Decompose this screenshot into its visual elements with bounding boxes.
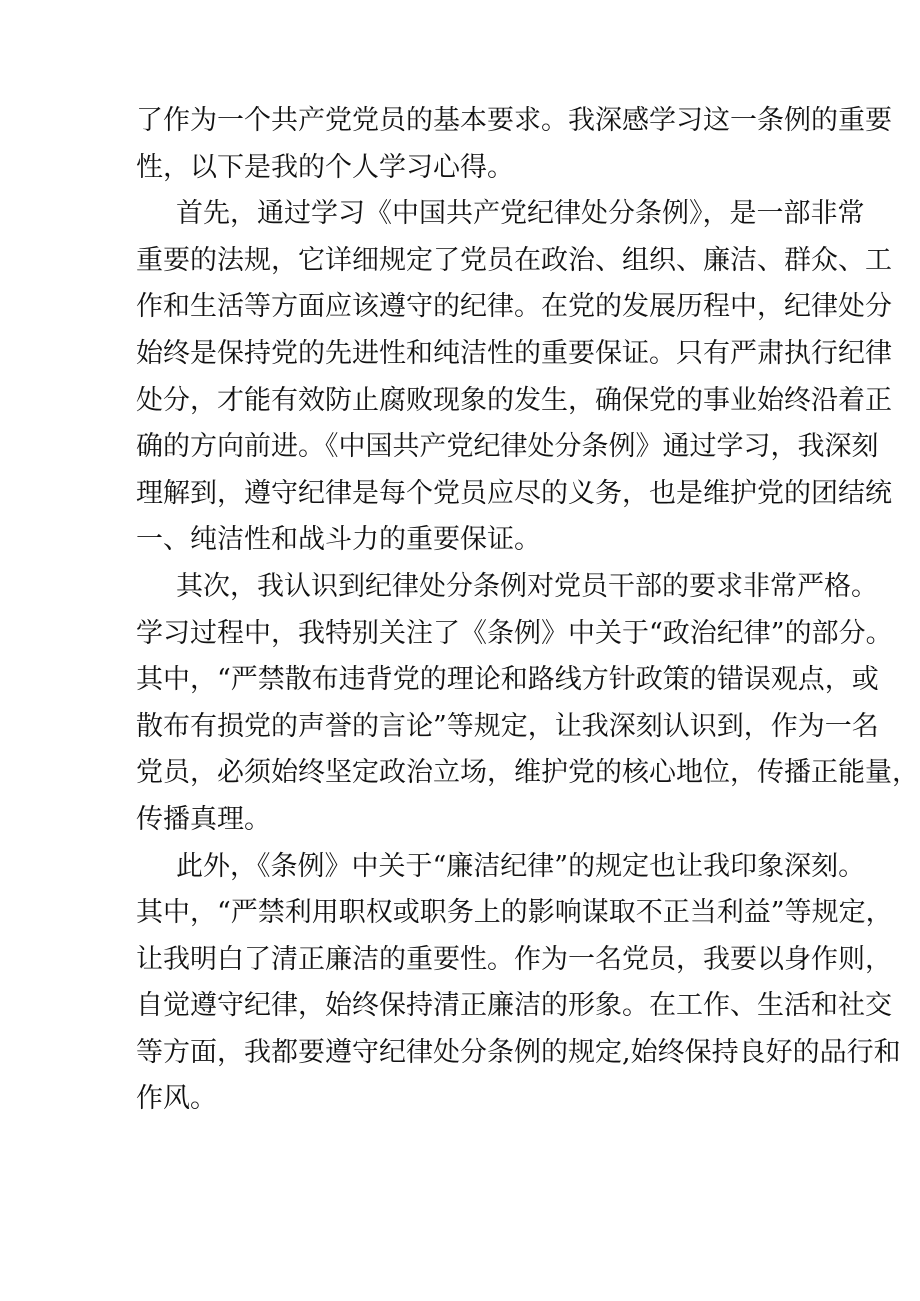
paragraph-4-line-4: 自觉遵守纪律，始终保持清正廉洁的形象。在工作、生活和社交 [136, 990, 892, 1022]
paragraph-2-line-5: 处分，才能有效防止腐败现象的发生，确保党的事业始终沿着正 [136, 384, 892, 416]
document-body [136, 98, 919, 1123]
paragraph-3-line-6: 传播真理。 [136, 803, 271, 835]
paragraph-2-line-8: 一、纯洁性和战斗力的重要保证。 [136, 524, 541, 556]
paragraph-4-line-6: 作风。 [136, 1083, 217, 1115]
paragraph-3-line-2: 学习过程中，我特别关注了《条例》中关于“政治纪律”的部分。 [136, 617, 893, 649]
paragraph-1-line-2: 性，以下是我的个人学习心得。 [136, 151, 514, 183]
paragraph-3-line-3: 其中，“严禁散布违背党的理论和路线方针政策的错误观点，或 [136, 664, 879, 696]
paragraph-2-line-3: 作和生活等方面应该遵守的纪律。在党的发展历程中，纪律处分 [136, 291, 892, 323]
paragraph-2-line-4: 始终是保持党的先进性和纯洁性的重要保证。只有严肃执行纪律 [136, 337, 892, 369]
paragraph-4-line-3: 让我明白了清正廉洁的重要性。作为一名党员，我要以身作则， [136, 943, 892, 975]
paragraph-1-line-1: 了作为一个共产党党员的基本要求。我深感学习这一条例的重要 [136, 105, 892, 136]
paragraph-3-line-5: 党员，必须始终坚定政治立场，维护党的核心地位，传播正能量， [136, 757, 919, 789]
paragraph-2-line-6: 确的方向前进。《中国共产党纪律处分条例》通过学习，我深刻 [136, 431, 879, 463]
paragraph-4-line-2: 其中，“严禁利用职权或职务上的影响谋取不正当利益”等规定， [136, 897, 893, 929]
paragraph-4-line-1: 此外，《条例》中关于“廉洁纪律”的规定也让我印象深刻。 [176, 850, 866, 882]
paragraph-2-line-1: 首先，通过学习《中国共产党纪律处分条例》，是一部非常 [176, 198, 865, 230]
paragraph-4-line-5: 等方面，我都要遵守纪律处分条例的规定,始终保持良好的品行和 [136, 1036, 901, 1068]
paragraph-2-line-2: 重要的法规，它详细规定了党员在政治、组织、廉洁、群众、工 [136, 244, 892, 276]
paragraph-3-line-1: 其次，我认识到纪律处分条例对党员干部的要求非常严格。 [176, 570, 878, 602]
paragraph-3-line-4: 散布有损党的声誉的言论”等规定，让我深刻认识到，作为一名 [136, 710, 879, 742]
paragraph-2-line-7: 理解到，遵守纪律是每个党员应尽的义务，也是维护党的团结统 [136, 477, 892, 509]
